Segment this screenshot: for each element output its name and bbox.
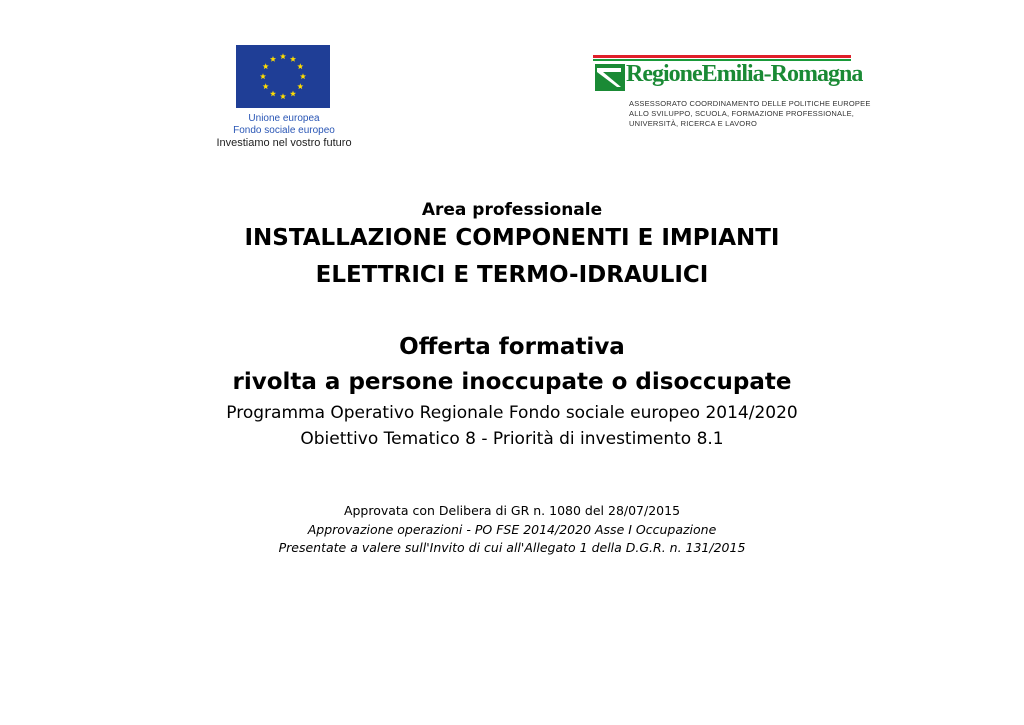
region-department [629,99,871,129]
region-name: RegioneEmilia-Romagna [626,61,863,87]
eu-star-icon [280,93,286,99]
eu-star-icon [270,91,276,97]
title-line-2: ELETTRICI E TERMO-IDRAULICI [315,262,709,288]
eu-logo-line1: Unione europea [248,113,320,124]
approval-text: Approvata con Delibera di GR n. 1080 del 28/07/2015 [343,503,681,518]
operations-text: Approvazione operazioni - PO FSE 2014/2020 Asse I Occupazione [307,522,717,537]
programme-text: Programma Operativo Regionale Fondo sociale europeo 2014/2020 [226,403,798,423]
region-emblem-icon [595,64,625,91]
eu-star-icon [263,83,269,89]
region-department-line1: ASSESSORATO COORDINAMENTO DELLE POLITICHE EUROPEE [629,99,871,108]
presented-text: Presentate a valere sull'Invito di cui all'Allegato 1 della D.G.R. n. 131/2015 [278,540,746,555]
eu-star-icon [297,63,303,69]
eu-star-icon [300,73,306,79]
region-department-line3: UNIVERSITÀ, RICERCA E LAVORO [629,119,757,128]
eu-star-icon [280,53,286,59]
eu-star-icon [260,73,266,79]
eu-star-icon [263,63,269,69]
title-line-1: INSTALLAZIONE COMPONENTI E IMPIANTI [244,225,780,251]
eu-star-icon [297,83,303,89]
eu-star-icon [290,91,296,97]
eu-logo-line2: Fondo sociale europeo [233,125,335,136]
eu-logo-caption [214,113,354,149]
area-label: Area professionale [421,200,603,220]
offer-heading: Offerta formativa [399,334,625,360]
eu-star-icon [290,56,296,62]
eu-logo-line3: Investiamo nel vostro futuro [216,137,352,149]
objective-text: Obiettivo Tematico 8 - Priorità di investimento 8.1 [300,429,724,449]
eu-star-icon [270,56,276,62]
offer-target: rivolta a persone inoccupate o disoccupate [232,369,792,395]
region-department-line2: ALLO SVILUPPO, SCUOLA, FORMAZIONE PROFESSIONALE, [629,109,855,118]
eu-flag-icon [236,45,330,108]
